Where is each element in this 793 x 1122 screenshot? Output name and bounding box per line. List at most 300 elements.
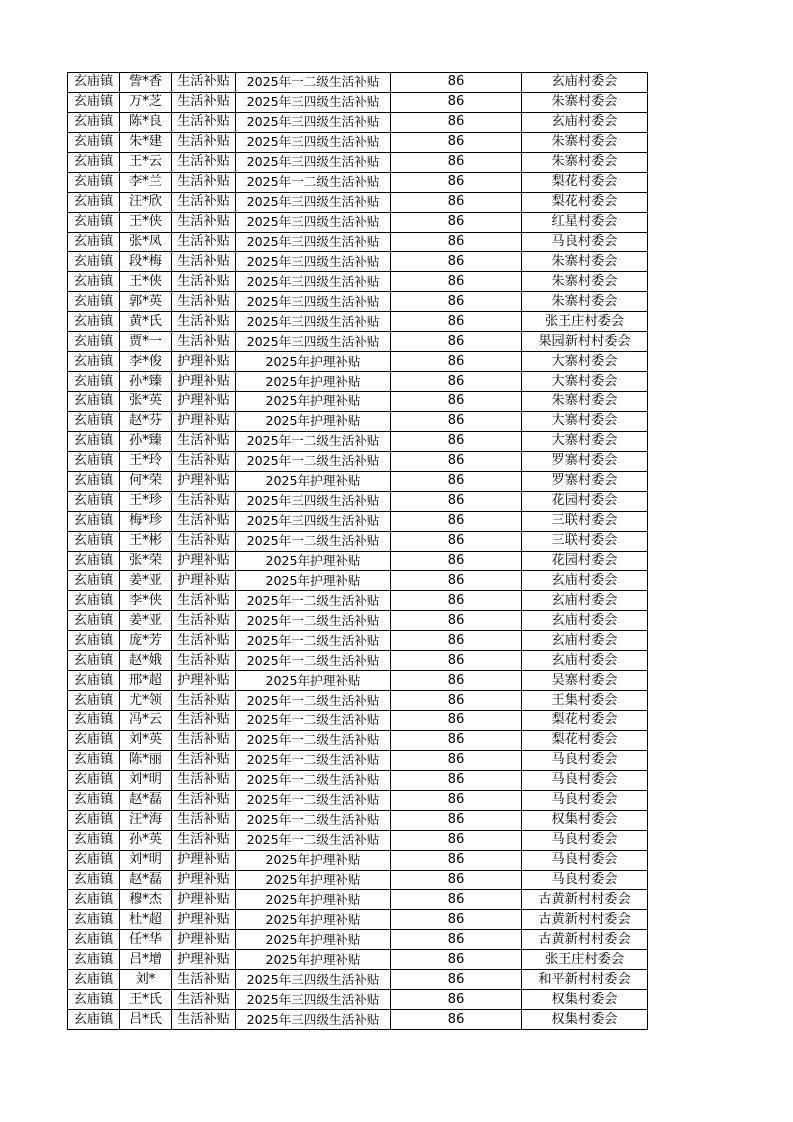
table-row <box>68 212 648 232</box>
village-committee-cell: 花园村委会 <box>522 551 648 571</box>
subsidy-type-cell: 生活补贴 <box>172 152 236 172</box>
subsidy-type-cell: 生活补贴 <box>172 511 236 531</box>
subsidy-item-cell: 2025年护理补贴 <box>236 950 391 970</box>
village-committee-cell: 古黄新村村委会 <box>522 890 648 910</box>
person-name-cell: 陈*良 <box>120 112 172 132</box>
subsidy-type-cell: 生活补贴 <box>172 132 236 152</box>
subsidy-item-cell: 2025年三四级生活补贴 <box>236 332 391 352</box>
person-name-cell: 王*侠 <box>120 212 172 232</box>
table-row <box>68 591 648 611</box>
person-name-cell: 刘*明 <box>120 850 172 870</box>
town-cell: 玄庙镇 <box>68 352 120 372</box>
village-committee-cell: 和平新村村委会 <box>522 970 648 990</box>
town-cell: 玄庙镇 <box>68 990 120 1010</box>
table-row <box>68 970 648 990</box>
town-cell: 玄庙镇 <box>68 671 120 691</box>
village-committee-cell: 朱寨村委会 <box>522 152 648 172</box>
subsidy-item-cell: 2025年护理补贴 <box>236 411 391 431</box>
amount-cell: 86 <box>391 671 522 691</box>
table-row <box>68 431 648 451</box>
subsidy-type-cell: 生活补贴 <box>172 611 236 631</box>
person-name-cell: 贾*一 <box>120 332 172 352</box>
subsidy-type-cell: 护理补贴 <box>172 890 236 910</box>
village-committee-cell: 三联村委会 <box>522 531 648 551</box>
town-cell: 玄庙镇 <box>68 272 120 292</box>
amount-cell: 86 <box>391 232 522 252</box>
town-cell: 玄庙镇 <box>68 551 120 571</box>
table-row <box>68 511 648 531</box>
table-row <box>68 531 648 551</box>
town-cell: 玄庙镇 <box>68 332 120 352</box>
amount-cell: 86 <box>391 850 522 870</box>
subsidy-item-cell: 2025年一二级生活补贴 <box>236 790 391 810</box>
subsidy-type-cell: 护理补贴 <box>172 392 236 412</box>
subsidy-item-cell: 2025年一二级生活补贴 <box>236 770 391 790</box>
subsidy-type-cell: 生活补贴 <box>172 212 236 232</box>
person-name-cell: 王*侠 <box>120 272 172 292</box>
subsidy-type-cell: 生活补贴 <box>172 531 236 551</box>
subsidy-type-cell: 护理补贴 <box>172 411 236 431</box>
subsidy-item-cell: 2025年一二级生活补贴 <box>236 451 391 471</box>
subsidy-item-cell: 2025年三四级生活补贴 <box>236 272 391 292</box>
village-committee-cell: 罗寨村委会 <box>522 471 648 491</box>
town-cell: 玄庙镇 <box>68 571 120 591</box>
town-cell: 玄庙镇 <box>68 770 120 790</box>
table-row <box>68 631 648 651</box>
subsidy-type-cell: 护理补贴 <box>172 571 236 591</box>
subsidy-type-cell: 生活补贴 <box>172 451 236 471</box>
table-row <box>68 850 648 870</box>
town-cell: 玄庙镇 <box>68 292 120 312</box>
subsidy-type-cell: 生活补贴 <box>172 730 236 750</box>
person-name-cell: 段*梅 <box>120 252 172 272</box>
table-row <box>68 1010 648 1030</box>
amount-cell: 86 <box>391 312 522 332</box>
amount-cell: 86 <box>391 471 522 491</box>
amount-cell: 86 <box>391 431 522 451</box>
amount-cell: 86 <box>391 990 522 1010</box>
town-cell: 玄庙镇 <box>68 451 120 471</box>
person-name-cell: 王*玲 <box>120 451 172 471</box>
subsidy-item-cell: 2025年护理补贴 <box>236 890 391 910</box>
subsidy-item-cell: 2025年三四级生活补贴 <box>236 292 391 312</box>
town-cell: 玄庙镇 <box>68 511 120 531</box>
subsidy-type-cell: 生活补贴 <box>172 73 236 93</box>
village-committee-cell: 三联村委会 <box>522 511 648 531</box>
table-row <box>68 232 648 252</box>
village-committee-cell: 马良村委会 <box>522 830 648 850</box>
table-row <box>68 292 648 312</box>
subsidy-type-cell: 生活补贴 <box>172 631 236 651</box>
person-name-cell: 王*彬 <box>120 531 172 551</box>
village-committee-cell: 花园村委会 <box>522 491 648 511</box>
village-committee-cell: 玄庙村委会 <box>522 591 648 611</box>
town-cell: 玄庙镇 <box>68 392 120 412</box>
subsidy-type-cell: 生活补贴 <box>172 172 236 192</box>
person-name-cell: 陈*丽 <box>120 750 172 770</box>
village-committee-cell: 权集村委会 <box>522 810 648 830</box>
table-row <box>68 730 648 750</box>
subsidy-item-cell: 2025年护理补贴 <box>236 671 391 691</box>
subsidy-item-cell: 2025年护理补贴 <box>236 471 391 491</box>
amount-cell: 86 <box>391 292 522 312</box>
village-committee-cell: 马良村委会 <box>522 790 648 810</box>
town-cell: 玄庙镇 <box>68 790 120 810</box>
subsidy-item-cell: 2025年三四级生活补贴 <box>236 92 391 112</box>
person-name-cell: 汪*海 <box>120 810 172 830</box>
village-committee-cell: 玄庙村委会 <box>522 112 648 132</box>
village-committee-cell: 古黄新村村委会 <box>522 930 648 950</box>
amount-cell: 86 <box>391 392 522 412</box>
amount-cell: 86 <box>391 870 522 890</box>
subsidy-type-cell: 护理补贴 <box>172 551 236 571</box>
subsidy-type-cell: 护理补贴 <box>172 870 236 890</box>
person-name-cell: 邢*超 <box>120 671 172 691</box>
amount-cell: 86 <box>391 691 522 711</box>
subsidy-type-cell: 护理补贴 <box>172 671 236 691</box>
person-name-cell: 姜*亚 <box>120 571 172 591</box>
town-cell: 玄庙镇 <box>68 92 120 112</box>
amount-cell: 86 <box>391 73 522 93</box>
subsidy-item-cell: 2025年一二级生活补贴 <box>236 172 391 192</box>
amount-cell: 86 <box>391 451 522 471</box>
subsidy-item-cell: 2025年三四级生活补贴 <box>236 1010 391 1030</box>
person-name-cell: 张*英 <box>120 392 172 412</box>
subsidy-item-cell: 2025年三四级生活补贴 <box>236 132 391 152</box>
subsidy-type-cell: 护理补贴 <box>172 372 236 392</box>
person-name-cell: 赵*芬 <box>120 411 172 431</box>
subsidy-item-cell: 2025年一二级生活补贴 <box>236 651 391 671</box>
village-committee-cell: 大寨村委会 <box>522 352 648 372</box>
table-row <box>68 990 648 1010</box>
subsidy-type-cell: 护理补贴 <box>172 850 236 870</box>
village-committee-cell: 玄庙村委会 <box>522 73 648 93</box>
subsidy-type-cell: 生活补贴 <box>172 591 236 611</box>
person-name-cell: 黄*氏 <box>120 312 172 332</box>
person-name-cell: 吕*氏 <box>120 1010 172 1030</box>
person-name-cell: 庞*芳 <box>120 631 172 651</box>
town-cell: 玄庙镇 <box>68 890 120 910</box>
person-name-cell: 赵*娥 <box>120 651 172 671</box>
amount-cell: 86 <box>391 631 522 651</box>
table-row <box>68 651 648 671</box>
person-name-cell: 赵*磊 <box>120 790 172 810</box>
amount-cell: 86 <box>391 491 522 511</box>
person-name-cell: 赵*磊 <box>120 870 172 890</box>
table-row <box>68 551 648 571</box>
town-cell: 玄庙镇 <box>68 132 120 152</box>
village-committee-cell: 马良村委会 <box>522 850 648 870</box>
subsidy-type-cell: 生活补贴 <box>172 830 236 850</box>
village-committee-cell: 马良村委会 <box>522 870 648 890</box>
amount-cell: 86 <box>391 770 522 790</box>
table-row <box>68 491 648 511</box>
person-name-cell: 吕*增 <box>120 950 172 970</box>
table-row <box>68 750 648 770</box>
village-committee-cell: 朱寨村委会 <box>522 292 648 312</box>
table-row <box>68 352 648 372</box>
table-row <box>68 671 648 691</box>
subsidy-item-cell: 2025年一二级生活补贴 <box>236 730 391 750</box>
amount-cell: 86 <box>391 711 522 731</box>
subsidy-item-cell: 2025年三四级生活补贴 <box>236 252 391 272</box>
village-committee-cell: 权集村委会 <box>522 1010 648 1030</box>
table-row <box>68 92 648 112</box>
amount-cell: 86 <box>391 372 522 392</box>
person-name-cell: 何*荣 <box>120 471 172 491</box>
village-committee-cell: 王集村委会 <box>522 691 648 711</box>
person-name-cell: 孙*臻 <box>120 372 172 392</box>
village-committee-cell: 大寨村委会 <box>522 431 648 451</box>
amount-cell: 86 <box>391 192 522 212</box>
person-name-cell: 穆*杰 <box>120 890 172 910</box>
town-cell: 玄庙镇 <box>68 491 120 511</box>
village-committee-cell: 玄庙村委会 <box>522 611 648 631</box>
town-cell: 玄庙镇 <box>68 192 120 212</box>
table-row <box>68 571 648 591</box>
town-cell: 玄庙镇 <box>68 152 120 172</box>
subsidy-item-cell: 2025年护理补贴 <box>236 352 391 372</box>
amount-cell: 86 <box>391 132 522 152</box>
table-row <box>68 451 648 471</box>
amount-cell: 86 <box>391 930 522 950</box>
table-row <box>68 152 648 172</box>
town-cell: 玄庙镇 <box>68 930 120 950</box>
town-cell: 玄庙镇 <box>68 611 120 631</box>
village-committee-cell: 大寨村委会 <box>522 372 648 392</box>
subsidy-item-cell: 2025年一二级生活补贴 <box>236 73 391 93</box>
subsidy-type-cell: 护理补贴 <box>172 950 236 970</box>
subsidy-item-cell: 2025年一二级生活补贴 <box>236 830 391 850</box>
table-row <box>68 73 648 93</box>
village-committee-cell: 果园新村村委会 <box>522 332 648 352</box>
amount-cell: 86 <box>391 651 522 671</box>
village-committee-cell: 朱寨村委会 <box>522 272 648 292</box>
subsidy-type-cell: 生活补贴 <box>172 691 236 711</box>
subsidy-item-cell: 2025年三四级生活补贴 <box>236 511 391 531</box>
subsidy-item-cell: 2025年三四级生活补贴 <box>236 970 391 990</box>
subsidy-type-cell: 生活补贴 <box>172 431 236 451</box>
amount-cell: 86 <box>391 112 522 132</box>
town-cell: 玄庙镇 <box>68 711 120 731</box>
town-cell: 玄庙镇 <box>68 112 120 132</box>
amount-cell: 86 <box>391 411 522 431</box>
amount-cell: 86 <box>391 611 522 631</box>
town-cell: 玄庙镇 <box>68 312 120 332</box>
amount-cell: 86 <box>391 790 522 810</box>
amount-cell: 86 <box>391 970 522 990</box>
village-committee-cell: 梨花村委会 <box>522 172 648 192</box>
subsidy-table <box>67 72 648 1030</box>
person-name-cell: 李*俊 <box>120 352 172 372</box>
subsidy-item-cell: 2025年护理补贴 <box>236 372 391 392</box>
village-committee-cell: 玄庙村委会 <box>522 651 648 671</box>
subsidy-type-cell: 护理补贴 <box>172 910 236 930</box>
village-committee-cell: 马良村委会 <box>522 770 648 790</box>
village-committee-cell: 权集村委会 <box>522 990 648 1010</box>
person-name-cell: 汪*欣 <box>120 192 172 212</box>
amount-cell: 86 <box>391 212 522 232</box>
subsidy-type-cell: 生活补贴 <box>172 810 236 830</box>
village-committee-cell: 玄庙村委会 <box>522 571 648 591</box>
subsidy-item-cell: 2025年一二级生活补贴 <box>236 711 391 731</box>
town-cell: 玄庙镇 <box>68 431 120 451</box>
town-cell: 玄庙镇 <box>68 910 120 930</box>
person-name-cell: 姜*亚 <box>120 611 172 631</box>
person-name-cell: 刘*明 <box>120 770 172 790</box>
subsidy-item-cell: 2025年护理补贴 <box>236 910 391 930</box>
town-cell: 玄庙镇 <box>68 411 120 431</box>
amount-cell: 86 <box>391 1010 522 1030</box>
town-cell: 玄庙镇 <box>68 471 120 491</box>
village-committee-cell: 朱寨村委会 <box>522 392 648 412</box>
subsidy-type-cell: 生活补贴 <box>172 491 236 511</box>
table-row <box>68 950 648 970</box>
table-row <box>68 810 648 830</box>
town-cell: 玄庙镇 <box>68 1010 120 1030</box>
subsidy-item-cell: 2025年一二级生活补贴 <box>236 591 391 611</box>
village-committee-cell: 张王庄村委会 <box>522 312 648 332</box>
town-cell: 玄庙镇 <box>68 252 120 272</box>
subsidy-item-cell: 2025年一二级生活补贴 <box>236 691 391 711</box>
person-name-cell: 王*氏 <box>120 990 172 1010</box>
amount-cell: 86 <box>391 531 522 551</box>
town-cell: 玄庙镇 <box>68 730 120 750</box>
subsidy-item-cell: 2025年三四级生活补贴 <box>236 212 391 232</box>
amount-cell: 86 <box>391 950 522 970</box>
village-committee-cell: 罗寨村委会 <box>522 451 648 471</box>
amount-cell: 86 <box>391 750 522 770</box>
table-row <box>68 312 648 332</box>
person-name-cell: 孙*臻 <box>120 431 172 451</box>
subsidy-type-cell: 生活补贴 <box>172 990 236 1010</box>
table-row <box>68 411 648 431</box>
subsidy-item-cell: 2025年三四级生活补贴 <box>236 152 391 172</box>
table-row <box>68 930 648 950</box>
subsidy-type-cell: 生活补贴 <box>172 750 236 770</box>
table-row <box>68 112 648 132</box>
amount-cell: 86 <box>391 571 522 591</box>
person-name-cell: 刘*英 <box>120 730 172 750</box>
subsidy-type-cell: 护理补贴 <box>172 471 236 491</box>
subsidy-item-cell: 2025年一二级生活补贴 <box>236 750 391 770</box>
table-row <box>68 471 648 491</box>
village-committee-cell: 朱寨村委会 <box>522 252 648 272</box>
subsidy-item-cell: 2025年护理补贴 <box>236 850 391 870</box>
person-name-cell: 任*华 <box>120 930 172 950</box>
town-cell: 玄庙镇 <box>68 950 120 970</box>
subsidy-item-cell: 2025年护理补贴 <box>236 551 391 571</box>
amount-cell: 86 <box>391 551 522 571</box>
town-cell: 玄庙镇 <box>68 372 120 392</box>
subsidy-type-cell: 生活补贴 <box>172 92 236 112</box>
subsidy-item-cell: 2025年护理补贴 <box>236 392 391 412</box>
subsidy-type-cell: 护理补贴 <box>172 352 236 372</box>
town-cell: 玄庙镇 <box>68 531 120 551</box>
town-cell: 玄庙镇 <box>68 232 120 252</box>
table-row <box>68 691 648 711</box>
table-row <box>68 192 648 212</box>
subsidy-item-cell: 2025年一二级生活补贴 <box>236 431 391 451</box>
town-cell: 玄庙镇 <box>68 172 120 192</box>
subsidy-type-cell: 生活补贴 <box>172 711 236 731</box>
subsidy-type-cell: 生活补贴 <box>172 651 236 671</box>
amount-cell: 86 <box>391 92 522 112</box>
amount-cell: 86 <box>391 591 522 611</box>
subsidy-type-cell: 生活补贴 <box>172 292 236 312</box>
table-row <box>68 770 648 790</box>
table-row <box>68 910 648 930</box>
village-committee-cell: 梨花村委会 <box>522 730 648 750</box>
table-row <box>68 172 648 192</box>
subsidy-type-cell: 生活补贴 <box>172 790 236 810</box>
amount-cell: 86 <box>391 910 522 930</box>
person-name-cell: 王*珍 <box>120 491 172 511</box>
village-committee-cell: 大寨村委会 <box>522 411 648 431</box>
table-row <box>68 272 648 292</box>
subsidy-item-cell: 2025年三四级生活补贴 <box>236 312 391 332</box>
subsidy-item-cell: 2025年一二级生活补贴 <box>236 810 391 830</box>
person-name-cell: 李*侠 <box>120 591 172 611</box>
amount-cell: 86 <box>391 730 522 750</box>
table-row <box>68 611 648 631</box>
village-committee-cell: 马良村委会 <box>522 750 648 770</box>
town-cell: 玄庙镇 <box>68 870 120 890</box>
town-cell: 玄庙镇 <box>68 212 120 232</box>
subsidy-item-cell: 2025年护理补贴 <box>236 870 391 890</box>
subsidy-item-cell: 2025年护理补贴 <box>236 930 391 950</box>
amount-cell: 86 <box>391 890 522 910</box>
village-committee-cell: 古黄新村村委会 <box>522 910 648 930</box>
table-row <box>68 870 648 890</box>
amount-cell: 86 <box>391 332 522 352</box>
person-name-cell: 梅*珍 <box>120 511 172 531</box>
subsidy-item-cell: 2025年一二级生活补贴 <box>236 611 391 631</box>
person-name-cell: 孙*英 <box>120 830 172 850</box>
person-name-cell: 冯*云 <box>120 711 172 731</box>
table-row <box>68 392 648 412</box>
village-committee-cell: 朱寨村委会 <box>522 132 648 152</box>
subsidy-type-cell: 护理补贴 <box>172 930 236 950</box>
person-name-cell: 王*云 <box>120 152 172 172</box>
person-name-cell: 朱*建 <box>120 132 172 152</box>
subsidy-item-cell: 2025年一二级生活补贴 <box>236 531 391 551</box>
subsidy-type-cell: 生活补贴 <box>172 192 236 212</box>
table-row <box>68 830 648 850</box>
person-name-cell: 万*芝 <box>120 92 172 112</box>
amount-cell: 86 <box>391 810 522 830</box>
person-name-cell: 訾*香 <box>120 73 172 93</box>
amount-cell: 86 <box>391 152 522 172</box>
village-committee-cell: 梨花村委会 <box>522 192 648 212</box>
subsidy-item-cell: 2025年三四级生活补贴 <box>236 192 391 212</box>
person-name-cell: 尤*领 <box>120 691 172 711</box>
village-committee-cell: 张王庄村委会 <box>522 950 648 970</box>
subsidy-type-cell: 生活补贴 <box>172 272 236 292</box>
subsidy-item-cell: 2025年一二级生活补贴 <box>236 631 391 651</box>
table-row <box>68 711 648 731</box>
table-row <box>68 252 648 272</box>
amount-cell: 86 <box>391 830 522 850</box>
village-committee-cell: 马良村委会 <box>522 232 648 252</box>
subsidy-table-body <box>68 73 648 1030</box>
person-name-cell: 张*凤 <box>120 232 172 252</box>
table-row <box>68 790 648 810</box>
town-cell: 玄庙镇 <box>68 850 120 870</box>
subsidy-item-cell: 2025年三四级生活补贴 <box>236 232 391 252</box>
town-cell: 玄庙镇 <box>68 591 120 611</box>
person-name-cell: 杜*超 <box>120 910 172 930</box>
